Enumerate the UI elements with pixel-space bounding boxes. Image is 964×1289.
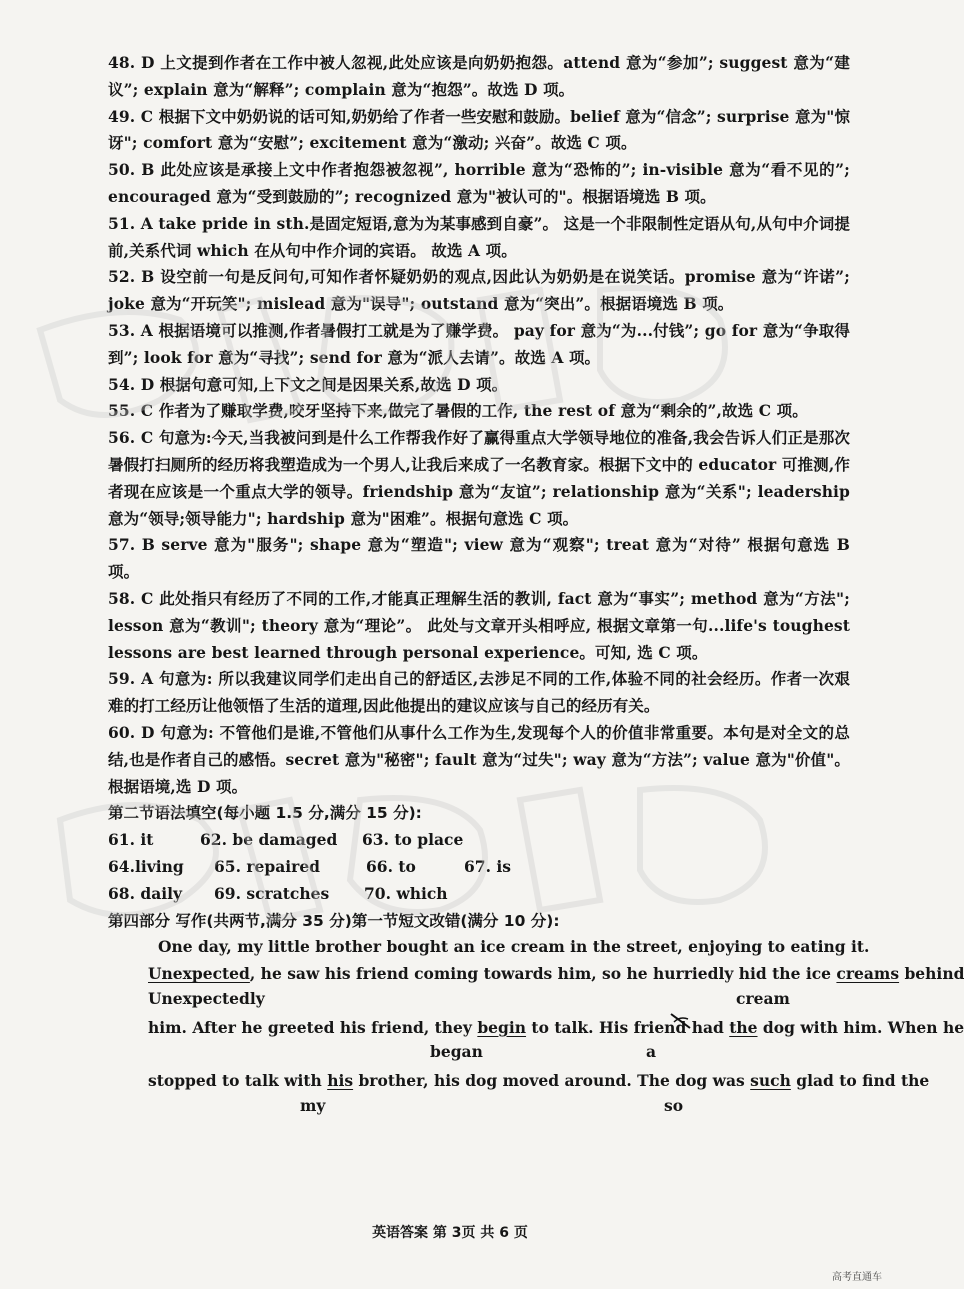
error-word: creams	[836, 964, 900, 984]
answer-51: 51. A take pride in sth.是固定短语,意为为某事感到自豪”。 这是一个非限制性定语从句,从句中介词提前,关系代词 which 在从句中作介词的宾语。 故选 A 项。	[108, 213, 850, 260]
grammar-answer: 62. be damaged	[200, 830, 338, 850]
correction-word: a	[646, 1042, 657, 1062]
grammar-answer: 61. it	[108, 830, 154, 850]
part4-title: 第四部分 写作(共两节,满分 35 分)第一节短文改错(满分 10 分):	[108, 911, 560, 930]
grammar-answer: 63. to place	[362, 830, 464, 850]
passage-text: , he saw his friend coming towards him, so he hurriedly hid the ice	[249, 964, 837, 984]
watermark-logo: 高考直通车	[832, 1272, 882, 1283]
correction-line	[148, 988, 850, 1015]
answer-54: 54. D 根据句意可知,上下文之间是因果关系,故选 D 项。	[108, 374, 508, 394]
answer-50: 50. B 此处应该是承接上文中作者抱怨被忽视”, horrible 意为“恐怖的”; in-visible 意为“看不见的”; encouraged 意为“受到鼓励的”; recognized 意为"被认可的"。根据语境选 B 项。	[108, 160, 850, 206]
passage-text: One day, my little brother bought an ice cream in the street, enjoying to eating it.	[158, 937, 870, 957]
error-word: such	[750, 1071, 791, 1091]
passage-text: glad to find the	[790, 1071, 930, 1091]
answer-60: 60. D 句意为: 不管他们是谁,不管他们从事什么工作为生,发现每个人的价值非常重要。本句是对全文的总结,也是作者自己的感悟。secret 意为"秘密"; fault 意为“过失"; way 意为“方法”; value 意为"价值"。根据语境,选 D 项。	[108, 722, 850, 796]
correction-word: began	[430, 1042, 483, 1062]
correction-word: so	[664, 1096, 684, 1116]
answer-53: 53. A 根据语境可以推测,作者暑假打工就是为了赚学费。 pay for 意为“为...付钱”; go for 意为“争取得到”; look for 意为“寻找”; send for 意为“派人去请”。故选 A 项。	[108, 320, 850, 367]
passage-line	[148, 961, 964, 988]
passage-line	[148, 1068, 930, 1095]
answer-48: 48. D 上文提到作者在工作中被人忽视,此处应该是向奶奶抱怨。attend 意为“参加”; suggest 意为“建议”; explain 意为“解释”; complain 意为“抱怨”。故选 D 项。	[108, 53, 850, 99]
correction-word: Unexpectedly	[148, 988, 265, 1008]
grammar-row	[108, 881, 850, 908]
answer-58: 58. C 此处指只有经历了不同的工作,才能真正理解生活的教训, fact 意为“事实”; method 意为“方法"; lesson 意为“教训"; theory 意为“理论”。 此处与文章开头相呼应, 根据文章第一句...life's toughest lessons are best learned through personal experience。可知, 选 C 项。	[108, 588, 850, 662]
answer-59: 59. A 句意为: 所以我建议同学们走出自己的舒适区,去涉足不同的工作,体验不同的社会经历。作者一次艰难的打工经历让他领悟了生活的道理,因此他提出的建议应该与自己的经历有关。	[108, 669, 850, 716]
error-correction-passage	[148, 934, 964, 1122]
passage-line	[158, 934, 870, 961]
answer-content	[108, 50, 964, 1122]
grammar-answer: 70. which	[364, 883, 448, 903]
passage-text: him. After he greeted his friend, they	[148, 1017, 478, 1037]
grammar-answer: 66. to	[366, 856, 416, 876]
correction-line	[148, 1041, 850, 1068]
answer-57: 57. B serve 意为"服务"; shape 意为“塑造"; view 意为“观察"; treat 意为“对待” 根据句意选 B 项。	[108, 535, 850, 582]
page-footer: 英语答案 第 3页 共 6 页	[372, 1225, 528, 1241]
answer-49: 49. C 根据下文中奶奶说的话可知,奶奶给了作者一些安慰和鼓励。belief 意为“信念”; surprise 意为"惊讶"; comfort 意为“安慰”; excitement 意为“激动; 兴奋”。故选 C 项。	[108, 106, 850, 153]
correction-word: my	[300, 1096, 326, 1116]
answer-56: 56. C 句意为:今天,当我被问到是什么工作帮我作好了赢得重点大学领导地位的准备,我会告诉人们正是那次暑假打扫厕所的经历将我塑造成为一个男人,让我后来成了一名教育家。根据下文中的 educator 可推测,作者现在应该是一个重点大学的领导。friendship 意为“友谊”; relationship 意为“关系"; leadership 意为“领导;领导能力"; hardship 意为"困难”。根据句意选 C 项。	[108, 428, 850, 528]
correction-line	[148, 1095, 850, 1122]
grammar-answer: 68. daily	[108, 883, 183, 903]
deletion-mark-icon	[668, 1010, 694, 1032]
answer-52: 52. B 设空前一句是反问句,可知作者怀疑奶奶的观点,因此认为奶奶是在说笑话。promise 意为“许诺”; joke 意为“开玩笑"; mislead 意为"误导"; outstand 意为“突出”。根据语境选 B 项。	[108, 267, 850, 314]
answer-55: 55. C 作者为了赚取学费,咬牙坚持下来,做完了暑假的工作, the rest of 意为“剩余的”,故选 C 项。	[108, 401, 808, 421]
passage-text: dog with him. When he	[757, 1017, 964, 1037]
error-word: Unexpected	[148, 964, 250, 984]
error-word: his	[327, 1071, 354, 1091]
passage-text: to talk. His friend had	[526, 1017, 730, 1037]
error-word: the	[729, 1017, 758, 1037]
grammar-row	[108, 854, 850, 881]
grammar-answer: 69. scratches	[214, 883, 330, 903]
section2-title: 第二节语法填空(每小题 1.5 分,满分 15 分):	[108, 804, 422, 823]
correction-word: cream	[736, 988, 790, 1008]
grammar-answer: 67. is	[464, 856, 511, 876]
passage-line	[148, 1015, 964, 1042]
grammar-answer: 64.living	[108, 856, 184, 876]
error-word: begin	[477, 1017, 527, 1037]
grammar-answers	[108, 827, 850, 907]
passage-text: brother, his dog moved around. The dog was	[353, 1071, 751, 1091]
grammar-answer: 65. repaired	[214, 856, 321, 876]
grammar-row	[108, 827, 850, 854]
passage-text: stopped to talk with	[148, 1071, 328, 1091]
passage-text: behind	[899, 964, 964, 984]
